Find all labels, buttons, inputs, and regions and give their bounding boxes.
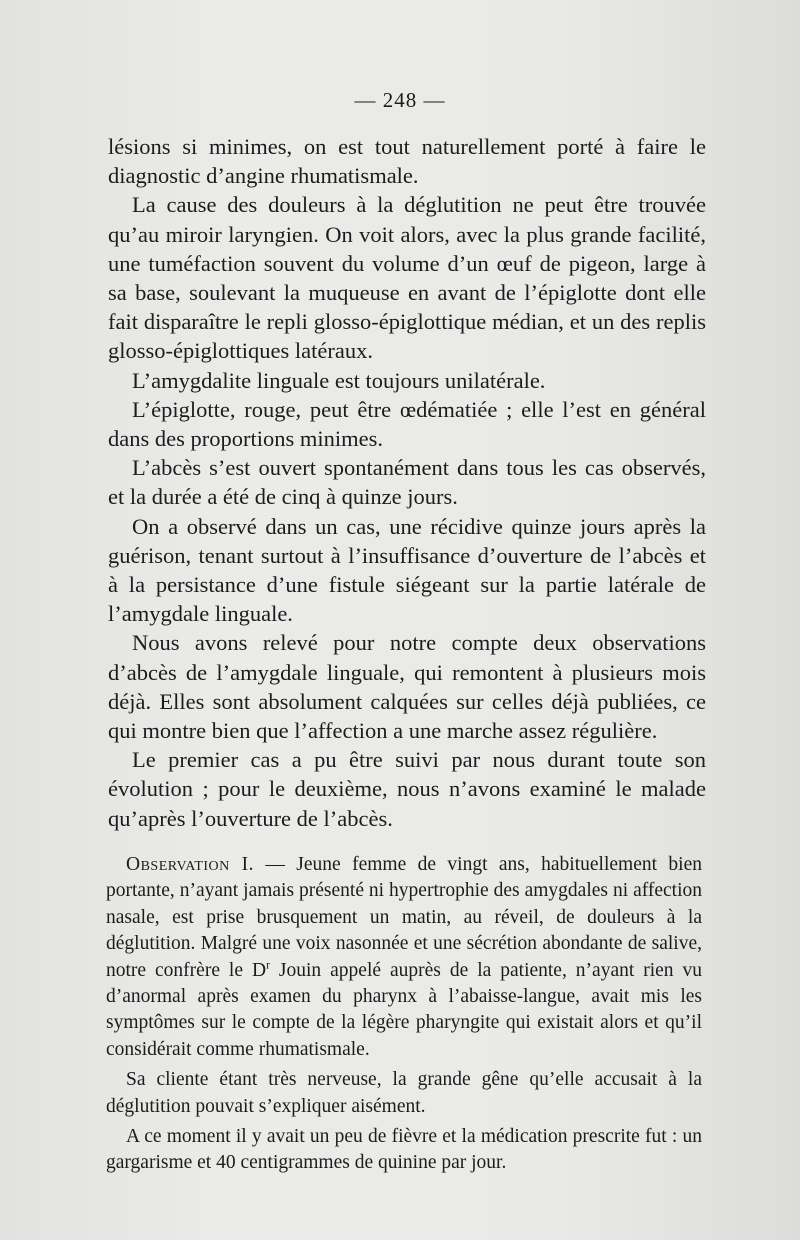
paragraph-continued: lésions si minimes, on est tout naturellement porté à faire le diagnostic d’angine rhumatismale.: [108, 134, 706, 189]
observation-paragraph-3: A ce moment il y avait un peu de fièvre et la médication prescrite fut : un gargarisme et 40 centigrammes de quinine par jour.: [106, 1126, 702, 1174]
paragraph-abscess-opening: L’abcès s’est ouvert spontanément dans tous les cas observés, et la durée a été de cinq à quinze jours.: [108, 455, 706, 510]
paragraph-unilateral: L’amygdalite linguale est toujours unilatérale.: [132, 367, 546, 393]
doctor-abbrev-sup: r: [266, 958, 270, 972]
observation-text-a: — Jeune femme de vingt ans, habituellement bien portante, n’ayant jamais présenté ni hypertrophie des amygdales ni affection nasale, est prise brusquement un matin, au réveil, de douleurs à la déglutition. Malgré une voix nasonnée et une sécrétion abondante de salive, notre confrère le D: [106, 854, 702, 981]
observation-section: [106, 852, 702, 1177]
observation-text-b: Jouin appelé auprès de la patiente, n’ayant rien vu d’anormal après examen du pharynx à l’abaisse-langue, avait mis les symptômes sur le compte de la légère pharyngite qui existait alors et qu’il considérait comme rhumatismale.: [106, 959, 703, 1060]
paragraph-two-observations: Nous avons relevé pour notre compte deux observations d’abcès de l’amygdale linguale, qui remontent à plusieurs mois déjà. Elles sont absolument calquées sur celles déjà publiées, ce qui montre bien que l’affection a une marche assez régulière.: [108, 630, 706, 744]
paragraph-epiglottis: L’épiglotte, rouge, peut être œdématiée ; elle l’est en général dans des proportions minimes.: [108, 396, 706, 452]
observation-paragraph-2: Sa cliente étant très nerveuse, la grande gêne qu’elle accusait à la déglutition pouvait s’expliquer aisément.: [106, 1069, 702, 1117]
observation-paragraph-1: [106, 852, 702, 1063]
paragraph-recurrence: On a observé dans un cas, une récidive quinze jours après la guérison, tenant surtout à l’insuffisance d’ouverture de l’abcès et à la persistance d’une fistule siégeant sur la partie latérale de l’amygdale linguale.: [108, 513, 706, 627]
page-number: — 248 —: [354, 88, 446, 112]
paragraph-laryngeal-mirror: La cause des douleurs à la déglutition ne peut être trouvée qu’au miroir laryngien. On voit alors, avec la plus grande facilité, une tuméfaction souvent du volume d’un œuf de pigeon, large à sa base, soulevant la muqueuse en avant de l’épiglotte dont elle fait disparaître le repli glosso-épiglottique médian, et un des replis glosso-épiglottiques latéraux.: [108, 192, 706, 364]
paragraph-first-case: Le premier cas a pu être suivi par nous durant toute son évolution ; pour le deuxième, nous n’avons examiné le malade qu’après l’ouverture de l’abcès.: [108, 747, 706, 831]
observation-heading: Observation I.: [126, 854, 255, 875]
main-text: [108, 132, 706, 833]
